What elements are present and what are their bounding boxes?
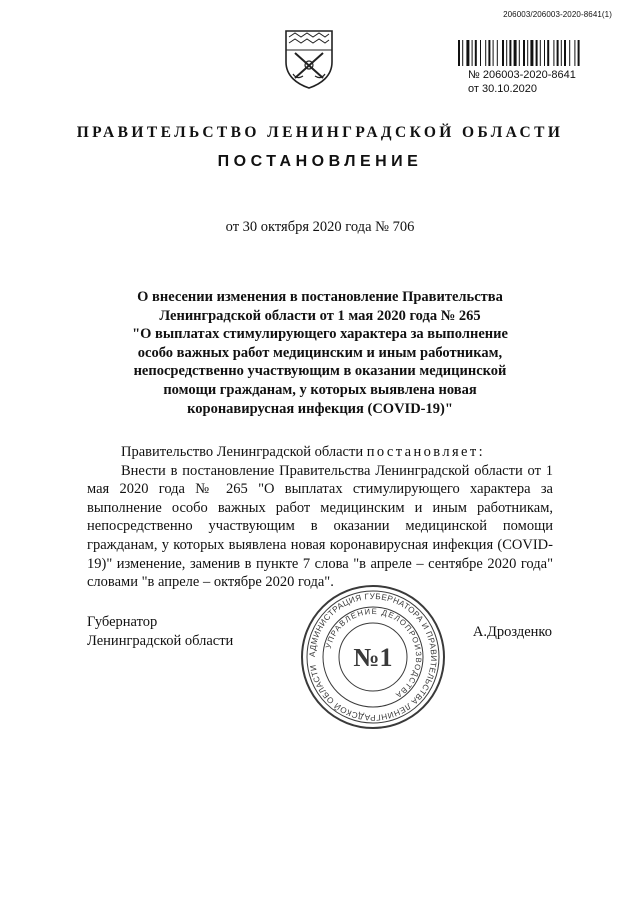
stamp-ring-text: АДМИНИСТРАЦИЯ ГУБЕРНАТОРА И ПРАВИТЕЛЬСТВА ЛЕНИНГРАДСКОЙ ОБЛАСТИ — [307, 591, 439, 723]
subject-line: помощи гражданам, у которых выявлена новая — [163, 381, 477, 398]
document-subject — [90, 288, 550, 418]
official-stamp-icon — [298, 582, 448, 732]
body-paragraph: Внести в постановление Правительства Ленинградской области от 1 мая 2020 года № 265 "О выплатах стимулирующего характера за выполнение особо важных работ медицинским и иным работникам, непосредственно участвующим в оказании медицинской помощи гражданам, у которых выявлена новая коронавирусная инфекция (COVID-19)" изменение, заменив в пункте 7 слова "в апреле – сентябре 2020 года" словами "в апреле – октябре 2020 года". — [87, 462, 553, 591]
subject-line: непосредственно участвующим в оказании медицинской — [133, 363, 507, 380]
intro-decree-word: постановляет: — [366, 444, 486, 460]
subject-line: "О выплатах стимулирующего характера за выполнение — [132, 326, 508, 343]
document-type-title: ПОСТАНОВЛЕНИЕ — [217, 153, 423, 170]
position-line: Губернатор — [87, 614, 158, 630]
subject-line: О внесении изменения в постановление Правительства — [137, 289, 503, 305]
subject-line: Ленинградской области от 1 мая 2020 года № 265 — [159, 307, 481, 324]
stamp-center-number: №1 — [353, 643, 393, 672]
registration-number: № 206003-2020-8641 — [468, 69, 576, 81]
registration-date: от 30.10.2020 — [468, 83, 538, 95]
intro-prefix: Правительство Ленинградской области — [121, 444, 367, 460]
position-line: Ленинградской области — [87, 632, 234, 649]
signatory-name: А.Дрозденко — [472, 624, 552, 640]
authority-heading: ПРАВИТЕЛЬСТВО ЛЕНИНГРАДСКОЙ ОБЛАСТИ — [76, 124, 564, 141]
subject-line: особо важных работ медицинским и иным работникам, — [137, 344, 503, 361]
document-code: 206003/206003-2020-8641(1) — [503, 10, 612, 19]
registration-info — [468, 68, 576, 96]
document-body — [87, 443, 553, 592]
barcode-icon — [458, 40, 610, 66]
leningrad-oblast-coat-of-arms-icon — [283, 28, 335, 90]
document-date: от 30 октября 2020 года № 706 — [225, 219, 415, 235]
intro-line — [87, 443, 553, 462]
signatory-position — [87, 613, 233, 650]
subject-line: коронавирусная инфекция (COVID-19)" — [187, 400, 453, 417]
stamp-inner-text: УПРАВЛЕНИЕ ДЕЛОПРОИЗВОДСТВА — [323, 606, 424, 701]
